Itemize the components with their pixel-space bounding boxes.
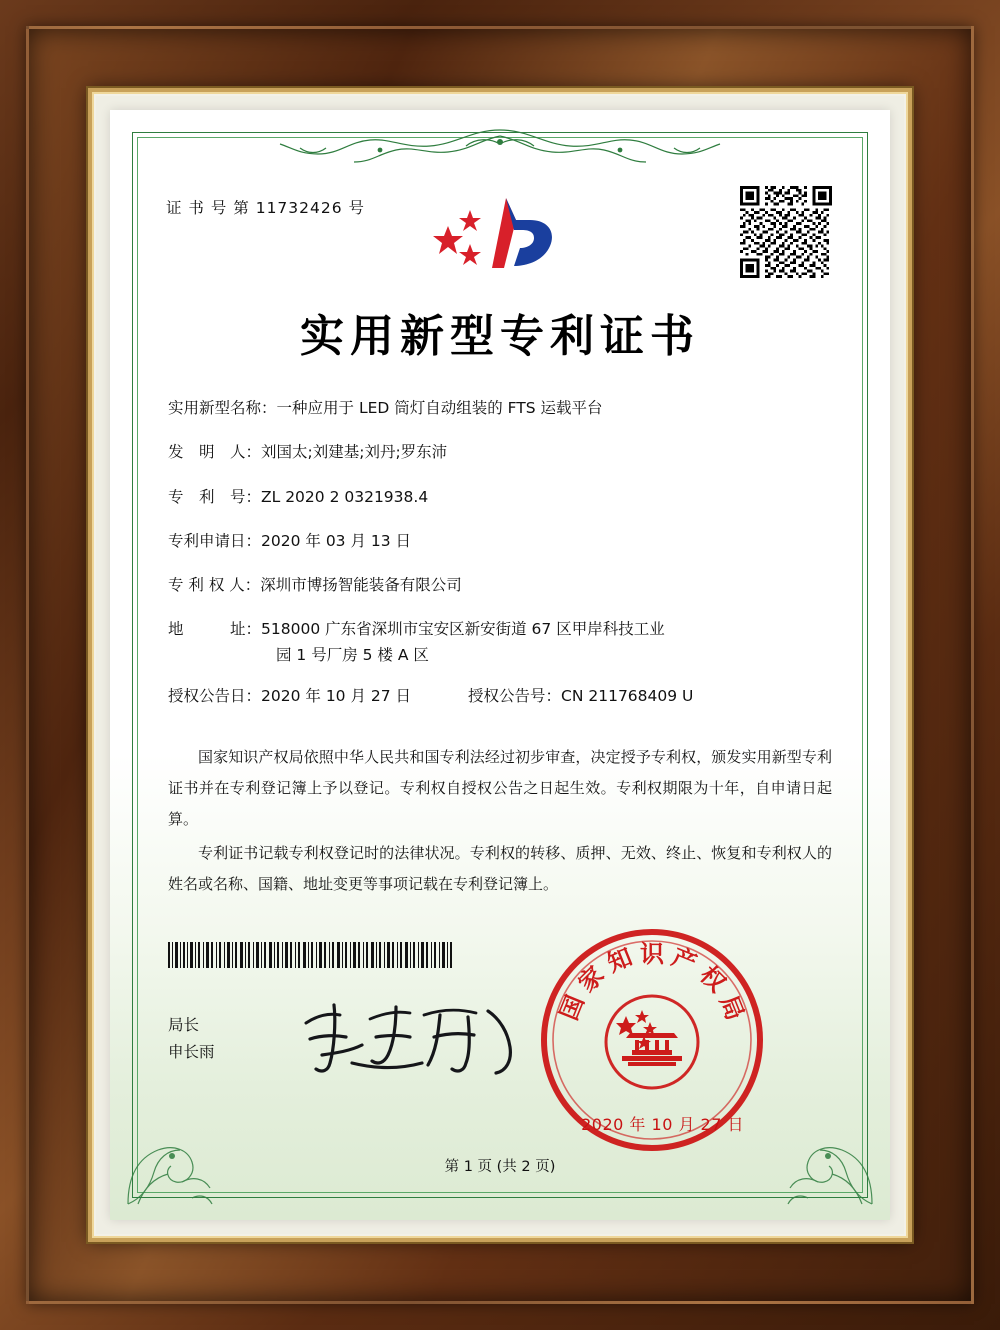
certificate-number: 证 书 号 第 11732426 号 xyxy=(166,199,366,217)
publication-date-value: 2020 年 10 月 27 日 xyxy=(261,686,412,705)
svg-text:权: 权 xyxy=(694,960,732,998)
publication-number-label: 授权公告号： xyxy=(468,686,562,705)
cnipa-logo-icon xyxy=(430,182,570,278)
seal-date: 2020 年 10 月 27 日 xyxy=(581,1115,744,1134)
field-row-publication xyxy=(168,685,832,708)
svg-text:局: 局 xyxy=(714,991,750,1025)
publication-date-label: 授权公告日： xyxy=(168,686,262,705)
legal-paragraph-2: 专利证书记载专利权登记时的法律状况。专利权的转移、质押、无效、终止、恢复和专利权人的姓名或名称、国籍、地址变更等事项记载在专利登记簿上。 xyxy=(168,844,832,893)
svg-text:知: 知 xyxy=(603,942,637,978)
field-row-patent-number xyxy=(168,486,832,509)
field-value: 深圳市博扬智能装备有限公司 xyxy=(260,576,462,594)
svg-text:识: 识 xyxy=(640,940,664,968)
field-label: 专 利 号： xyxy=(168,487,262,506)
director-role-label: 局长 xyxy=(168,1016,200,1034)
certificate-paper xyxy=(110,110,890,1220)
field-row-address xyxy=(168,618,832,667)
qr-code-icon xyxy=(740,186,832,278)
field-label: 发 明 人： xyxy=(168,443,262,462)
barcode-icon xyxy=(168,942,458,968)
field-row-patentee xyxy=(168,574,832,597)
field-value: 2020 年 03 月 13 日 xyxy=(261,531,412,550)
legal-text xyxy=(168,742,832,904)
field-row-application-date xyxy=(168,530,832,553)
certificate-fields xyxy=(168,397,832,729)
field-label: 专利申请日： xyxy=(168,531,262,550)
certificate-content xyxy=(162,182,838,1180)
svg-text:家: 家 xyxy=(572,960,610,998)
page-title: 实用新型专利证书 xyxy=(300,311,700,362)
publication-number-value: CN 211768409 U xyxy=(561,686,694,705)
field-value: 刘国太;刘建基;刘丹;罗东沛 xyxy=(261,443,448,462)
field-label: 专 利 权 人： xyxy=(168,576,261,594)
field-label: 实用新型名称： xyxy=(168,399,277,417)
field-value: ZL 2020 2 0321938.4 xyxy=(261,487,429,506)
director-name-label: 申长雨 xyxy=(168,1043,215,1062)
svg-text:产: 产 xyxy=(667,942,701,978)
svg-text:国: 国 xyxy=(554,991,590,1025)
field-value: 一种应用于 LED 筒灯自动组装的 FTS 运载平台 xyxy=(276,399,603,417)
publication-number xyxy=(468,685,832,708)
signature-block xyxy=(168,1012,215,1066)
field-value-line2: 园 1 号厂房 5 楼 A 区 xyxy=(276,645,429,664)
field-row-utility-model-name xyxy=(168,397,832,420)
field-label: 地 址： xyxy=(168,620,262,639)
handwritten-signature-icon xyxy=(292,997,532,1077)
page-number: 第 1 页 (共 2 页) xyxy=(444,1159,556,1175)
field-value-line1: 518000 广东省深圳市宝安区新安街道 67 区甲岸科技工业 xyxy=(261,620,665,639)
publication-date xyxy=(168,685,468,708)
field-row-inventors xyxy=(168,441,832,464)
legal-paragraph-1: 国家知识产权局依照中华人民共和国专利法经过初步审查，决定授予专利权，颁发实用新型专利证书并在专利登记簿上予以登记。专利权自授权公告之日起生效。专利权期限为十年，自申请日起算。 xyxy=(168,748,832,828)
top-ornament-icon xyxy=(230,124,770,170)
